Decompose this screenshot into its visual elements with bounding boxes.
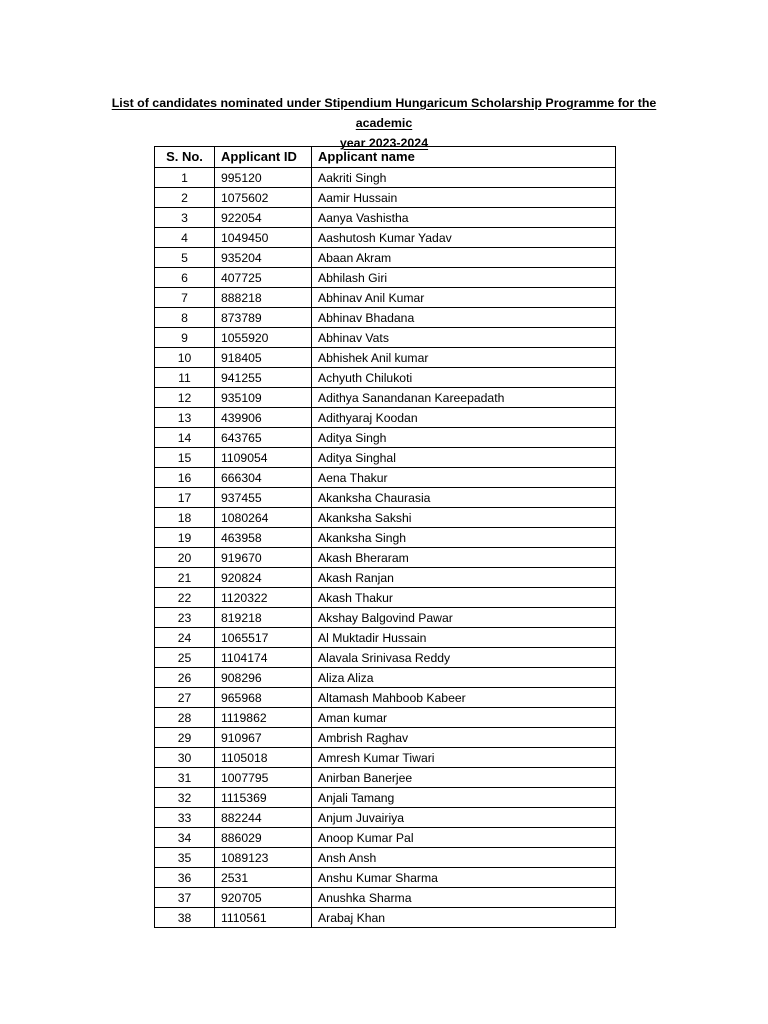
applicant-id-cell: 1120322 [215,588,312,608]
applicant-id-cell: 910967 [215,728,312,748]
table-row [155,728,616,748]
table-row [155,748,616,768]
table-row [155,568,616,588]
table-row [155,228,616,248]
table-row [155,908,616,928]
applicant-id-cell: 407725 [215,268,312,288]
applicant-id-cell: 888218 [215,288,312,308]
table-row [155,488,616,508]
table-row [155,508,616,528]
applicant-name-cell: Abhinav Anil Kumar [312,288,616,308]
applicant-id-cell: 439906 [215,408,312,428]
applicant-id-cell: 1049450 [215,228,312,248]
applicant-name-cell: Ambrish Raghav [312,728,616,748]
applicant-name-cell: Aman kumar [312,708,616,728]
serial-number-cell: 24 [155,628,215,648]
table-row [155,628,616,648]
applicant-id-cell: 935109 [215,388,312,408]
serial-number-cell: 2 [155,188,215,208]
applicant-name-cell: Adithyaraj Koodan [312,408,616,428]
applicant-name-cell: Anjum Juvairiya [312,808,616,828]
nominees-table [154,146,616,928]
table-row [155,548,616,568]
document-title-line-2: year 2023-2024 [339,136,429,150]
applicant-name-cell: Abhinav Vats [312,328,616,348]
applicant-id-cell: 937455 [215,488,312,508]
applicant-name-cell: Abhinav Bhadana [312,308,616,328]
applicant-name-cell: Alavala Srinivasa Reddy [312,648,616,668]
applicant-id-cell: 1104174 [215,648,312,668]
applicant-id-cell: 941255 [215,368,312,388]
applicant-name-cell: Anshu Kumar Sharma [312,868,616,888]
table-row [155,768,616,788]
serial-number-cell: 3 [155,208,215,228]
table-body [155,168,616,928]
table-row [155,788,616,808]
serial-number-cell: 30 [155,748,215,768]
serial-number-cell: 21 [155,568,215,588]
table-row [155,848,616,868]
applicant-name-cell: Akanksha Sakshi [312,508,616,528]
serial-number-cell: 13 [155,408,215,428]
applicant-name-cell: Aashutosh Kumar Yadav [312,228,616,248]
applicant-name-cell: Abhishek Anil kumar [312,348,616,368]
table-row [155,168,616,188]
table-row [155,428,616,448]
applicant-id-cell: 1075602 [215,188,312,208]
table-row [155,528,616,548]
applicant-id-cell: 995120 [215,168,312,188]
serial-number-cell: 14 [155,428,215,448]
serial-number-cell: 16 [155,468,215,488]
serial-number-cell: 6 [155,268,215,288]
serial-number-cell: 28 [155,708,215,728]
document-title [84,93,684,153]
serial-number-cell: 33 [155,808,215,828]
applicant-id-cell: 1089123 [215,848,312,868]
applicant-id-cell: 2531 [215,868,312,888]
serial-number-cell: 10 [155,348,215,368]
table-row [155,588,616,608]
serial-number-cell: 23 [155,608,215,628]
applicant-name-cell: Akanksha Chaurasia [312,488,616,508]
document-title-line-1: List of candidates nominated under Stipendium Hungaricum Scholarship Programme for the academic [111,96,657,130]
applicant-name-cell: Aena Thakur [312,468,616,488]
header-applicant-id: Applicant ID [215,147,312,168]
serial-number-cell: 26 [155,668,215,688]
applicant-id-cell: 908296 [215,668,312,688]
serial-number-cell: 22 [155,588,215,608]
table-row [155,388,616,408]
serial-number-cell: 32 [155,788,215,808]
table-row [155,208,616,228]
serial-number-cell: 35 [155,848,215,868]
serial-number-cell: 7 [155,288,215,308]
serial-number-cell: 34 [155,828,215,848]
applicant-name-cell: Al Muktadir Hussain [312,628,616,648]
applicant-name-cell: Amresh Kumar Tiwari [312,748,616,768]
table-row [155,708,616,728]
applicant-name-cell: Altamash Mahboob Kabeer [312,688,616,708]
applicant-name-cell: Akash Thakur [312,588,616,608]
applicant-name-cell: Ansh Ansh [312,848,616,868]
table-row [155,868,616,888]
applicant-name-cell: Akshay Balgovind Pawar [312,608,616,628]
applicant-id-cell: 643765 [215,428,312,448]
serial-number-cell: 29 [155,728,215,748]
applicant-name-cell: Aliza Aliza [312,668,616,688]
serial-number-cell: 36 [155,868,215,888]
table-row [155,268,616,288]
table-row [155,608,616,628]
table-row [155,448,616,468]
applicant-id-cell: 919670 [215,548,312,568]
applicant-id-cell: 920824 [215,568,312,588]
applicant-id-cell: 666304 [215,468,312,488]
table-row [155,468,616,488]
applicant-name-cell: Akash Ranjan [312,568,616,588]
applicant-id-cell: 1109054 [215,448,312,468]
table-row [155,688,616,708]
applicant-id-cell: 1105018 [215,748,312,768]
serial-number-cell: 4 [155,228,215,248]
applicant-id-cell: 1115369 [215,788,312,808]
applicant-name-cell: Anushka Sharma [312,888,616,908]
applicant-id-cell: 882244 [215,808,312,828]
table-row [155,368,616,388]
table-row [155,408,616,428]
serial-number-cell: 8 [155,308,215,328]
applicant-name-cell: Aamir Hussain [312,188,616,208]
serial-number-cell: 27 [155,688,215,708]
table-row [155,648,616,668]
applicant-name-cell: Anoop Kumar Pal [312,828,616,848]
serial-number-cell: 15 [155,448,215,468]
serial-number-cell: 31 [155,768,215,788]
applicant-name-cell: Aditya Singh [312,428,616,448]
table-row [155,808,616,828]
serial-number-cell: 12 [155,388,215,408]
applicant-id-cell: 1080264 [215,508,312,528]
table-row [155,188,616,208]
applicant-name-cell: Akash Bheraram [312,548,616,568]
applicant-id-cell: 1119862 [215,708,312,728]
header-applicant-name: Applicant name [312,147,616,168]
applicant-name-cell: Achyuth Chilukoti [312,368,616,388]
serial-number-cell: 17 [155,488,215,508]
serial-number-cell: 11 [155,368,215,388]
serial-number-cell: 5 [155,248,215,268]
applicant-id-cell: 873789 [215,308,312,328]
serial-number-cell: 1 [155,168,215,188]
header-serial-number: S. No. [155,147,215,168]
applicant-name-cell: Aditya Singhal [312,448,616,468]
applicant-name-cell: Aakriti Singh [312,168,616,188]
table-header-row [155,147,616,168]
applicant-name-cell: Adithya Sanandanan Kareepadath [312,388,616,408]
serial-number-cell: 37 [155,888,215,908]
applicant-name-cell: Abhilash Giri [312,268,616,288]
table-row [155,888,616,908]
applicant-name-cell: Abaan Akram [312,248,616,268]
applicant-id-cell: 935204 [215,248,312,268]
applicant-name-cell: Anirban Banerjee [312,768,616,788]
applicant-name-cell: Arabaj Khan [312,908,616,928]
table-row [155,328,616,348]
table-row [155,828,616,848]
applicant-name-cell: Akanksha Singh [312,528,616,548]
applicant-id-cell: 886029 [215,828,312,848]
applicant-id-cell: 965968 [215,688,312,708]
table-row [155,248,616,268]
table-row [155,288,616,308]
serial-number-cell: 19 [155,528,215,548]
applicant-name-cell: Anjali Tamang [312,788,616,808]
applicant-id-cell: 819218 [215,608,312,628]
applicant-id-cell: 920705 [215,888,312,908]
applicant-id-cell: 1110561 [215,908,312,928]
serial-number-cell: 9 [155,328,215,348]
applicant-id-cell: 1055920 [215,328,312,348]
serial-number-cell: 38 [155,908,215,928]
applicant-id-cell: 1065517 [215,628,312,648]
serial-number-cell: 25 [155,648,215,668]
serial-number-cell: 18 [155,508,215,528]
applicant-id-cell: 922054 [215,208,312,228]
table-row [155,668,616,688]
table-row [155,308,616,328]
applicant-id-cell: 463958 [215,528,312,548]
applicant-id-cell: 918405 [215,348,312,368]
applicant-name-cell: Aanya Vashistha [312,208,616,228]
serial-number-cell: 20 [155,548,215,568]
table-row [155,348,616,368]
applicant-id-cell: 1007795 [215,768,312,788]
